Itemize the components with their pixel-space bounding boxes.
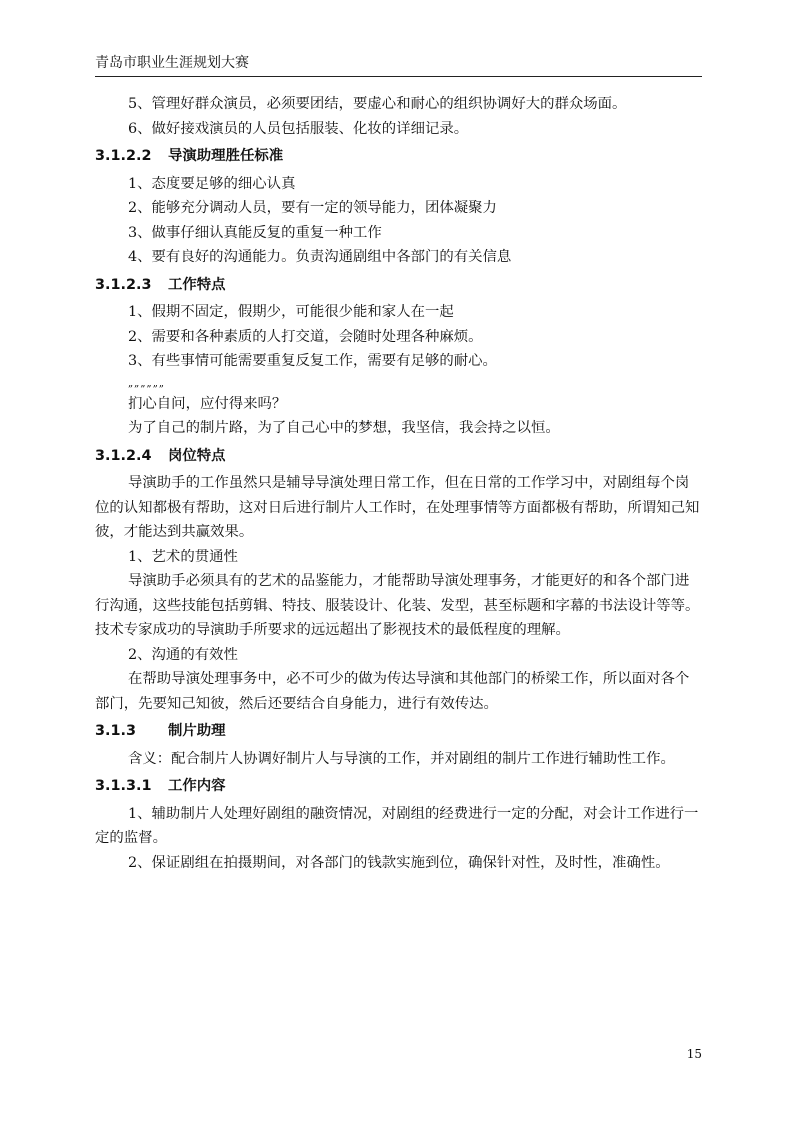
- section-number: 3.1.3.1: [95, 778, 152, 794]
- list-item: 2、保证剧组在拍摄期间，对各部门的钱款实施到位，确保针对性，及时性，准确性。: [128, 854, 670, 871]
- list-item: 2、能够充分调动人员，要有一定的领导能力，团体凝聚力: [128, 200, 497, 216]
- document-header: 青岛市职业生涯规划大赛: [95, 55, 249, 71]
- list-item: 1、辅助制片人处理好剧组的融资情况，对剧组的经费进行一定的分配，对会计工作进行一定的监督。: [95, 805, 699, 846]
- list-item: 6、做好接戏演员的人员包括服装、化妆的详细记录。: [128, 120, 469, 137]
- document-body: [95, 92, 703, 875]
- section-title: 制片助理: [168, 723, 226, 739]
- section-number: 3.1.3: [95, 723, 136, 739]
- section-number: 3.1.2.3: [95, 276, 152, 293]
- section-title: 岗位特点: [168, 447, 226, 464]
- list-item: 3、做事仔细认真能反复的重复一种工作: [128, 224, 382, 241]
- list-item: 2、需要和各种素质的人打交道，会随时处理各种麻烦。: [128, 328, 483, 345]
- list-item: 3、有些事情可能需要重复反复工作，需要有足够的耐心。: [128, 353, 497, 369]
- section-heading: [95, 719, 703, 744]
- section-number: 3.1.2.4: [95, 447, 152, 464]
- list-item: 1、假期不固定，假期少，可能很少能和家人在一起: [128, 304, 454, 320]
- paragraph: 导演助手的工作虽然只是辅导导演处理日常工作，但在日常的工作学习中，对剧组每个岗位的认知都极有帮助，这对日后进行制片人工作时，在处理事情等方面都极有帮助，所谓知己知彼，才能达到共赢效果。: [95, 475, 700, 540]
- list-item: 5、管理好群众演员，必须要团结，要虚心和耐心的组织协调好大的群众场面。: [128, 96, 627, 112]
- section-title: 导演助理胜任标准: [168, 148, 284, 164]
- section-title: 工作内容: [168, 778, 226, 794]
- section-title: 工作特点: [168, 276, 226, 293]
- section-heading: [95, 774, 703, 799]
- section-heading: [95, 444, 703, 469]
- list-item: 4、要有良好的沟通能力。负责沟通剧组中各部门的有关信息: [128, 249, 512, 265]
- paragraph: 扪心自问，应付得来吗？: [128, 395, 287, 412]
- paragraph: 导演助手必须具有的艺术的品鉴能力，才能帮助导演处理事务，才能更好的和各个部门进行沟通，这些技能包括剪辑、特技、服装设计、化装、发型，甚至标题和字幕的书法设计等等。技术专家成功的导演助手所要求的远远超出了影视技术的最低程度的理解。: [95, 573, 700, 638]
- page-number: 15: [686, 1047, 702, 1061]
- section-heading: [95, 144, 703, 169]
- paragraph: 含义：配合制片人协调好制片人与导演的工作，并对剧组的制片工作进行辅助性工作。: [128, 750, 675, 767]
- section-number: 3.1.2.2: [95, 148, 152, 164]
- subheading: 2、沟通的有效性: [128, 646, 238, 663]
- list-item: 1、态度要足够的细心认真: [128, 175, 296, 192]
- paragraph: 在帮助导演处理事务中，必不可少的做为传达导演和其他部门的桥梁工作，所以面对各个部门，先要知己知彼，然后还要结合自身能力，进行有效传达。: [95, 671, 690, 712]
- subheading: 1、艺术的贯通性: [128, 548, 238, 565]
- section-heading: [95, 273, 703, 298]
- paragraph: 为了自己的制片路，为了自己心中的梦想，我坚信，我会持之以恒。: [128, 420, 560, 436]
- header-divider: [95, 76, 702, 77]
- ellipsis-marks: „„„„„„: [128, 377, 166, 389]
